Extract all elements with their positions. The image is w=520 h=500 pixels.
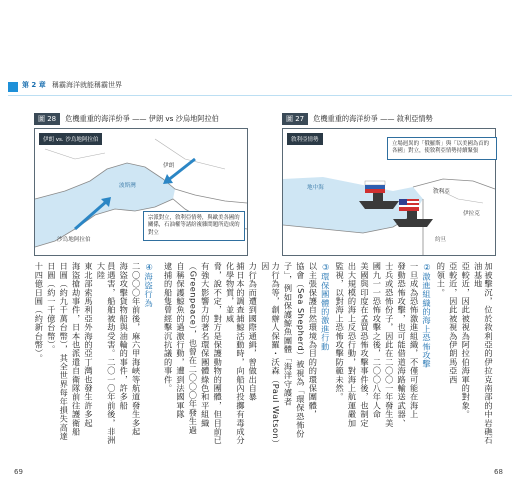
text-column: 國九一一恐怖攻擊之後，二〇〇八年人命 [372, 262, 383, 419]
label-iran: 伊朗 [163, 163, 175, 169]
text-column: 日圓（約一千億台幣）。 [46, 262, 57, 354]
text-column: 日圓（約九千萬台幣），其全世界每年損失高達 [59, 262, 70, 441]
text-column: 有強大影響力的著名環保團體綠色和平組織 [200, 262, 211, 428]
page-number-right: 68 [494, 468, 503, 476]
callout-box: 宗派對立，敘利亞情勢，與歐美各國的關係，石油權等諸紛複雜問題所造成的對立 [143, 211, 245, 241]
text-column: 力行為而遭到國際通緝，曾做出自暴 [248, 262, 259, 402]
left-page-text [34, 262, 246, 447]
chapter-title: 稱霸海洋就能稱霸世界 [51, 81, 122, 89]
chapter-rule [8, 95, 512, 96]
text-column: 士兵或恐怖份子，因此在二〇〇一年發生美 [384, 262, 395, 428]
text-column: 一旦成為恐怖激進組織，不僅可能在海上 [409, 262, 420, 419]
label-gulf: 波斯灣 [119, 183, 136, 189]
text-column: 加被擊沉，位於敘利亞的伊拉克南部的中岩礁石油基地 [473, 262, 494, 445]
page-number-left: 69 [14, 468, 23, 476]
figure-title: 危機重重的海洋紛爭 —— 伊朗 vs 沙烏地阿拉伯 [65, 113, 219, 123]
callout-box: 立場迥異的「俄羅斯」與「以美國為首的各國」對立，使敘利亞情勢持續緊張 [387, 137, 497, 160]
text-column: 海盜搶劫事件，日本也派遣自衛隊前往護衛船 [71, 262, 82, 436]
chapter-label: 第 2 章 [22, 81, 46, 89]
text-column: 美國與印度在孟買恐怖攻擊事件後，也制定 [359, 262, 370, 428]
text-column: 協會（Sea Shepherd）被視為「環保恐怖份 [295, 262, 306, 439]
text-column: 的領土。 [436, 262, 447, 297]
section-heading: ②激進組織的海上恐怖攻擊 [421, 262, 432, 369]
label-saudi: 沙烏地阿拉伯 [57, 237, 91, 243]
section-heading: ③環保團體的激進行動 [320, 262, 331, 351]
label-mediterranean: 地中海 [307, 185, 324, 191]
figure-27-header [282, 112, 433, 125]
text-column: 監視，以對海上恐怖攻擊防範未然。 [335, 262, 346, 402]
text-column: 亞較近，因此被視為伊朗馬亞西 [448, 262, 459, 384]
text-column: 二〇〇〇年前後，麻六甲海峽等航道發生多起 [131, 262, 142, 436]
text-column: 自稱保護鯨魚的過激行動，遭到法國軍隊 [175, 262, 186, 419]
map-tag: 敘利亞情勢 [287, 133, 323, 145]
text-column: 子」，例如保護鯨魚團體「海洋守護者 [283, 262, 294, 406]
text-column: 亞較近，因此被視為阿拉伯海軍的對象。 [461, 262, 472, 419]
text-column: 十四億日圓（約新台幣）。 [34, 262, 45, 363]
text-column: 逮捕的船隻曾經擊沉抗議的事件。 [163, 262, 174, 393]
text-column: 東北部索馬利亞外海的亞丁灣也發生許多起 [84, 262, 95, 428]
figure-number: 圖 28 [34, 113, 60, 125]
text-column: 員遇害，船舶被劫受害。二〇一〇年前後，非洲大陸 [96, 262, 117, 445]
figure-28-header [34, 112, 219, 125]
figure-title: 危機重重的海洋紛爭 —— 敘利亞情勢 [313, 113, 433, 123]
chapter-marker [8, 82, 18, 92]
label-iraq: 伊拉克 [463, 211, 480, 217]
map-tag: 伊朗 vs. 沙烏地阿拉伯 [39, 133, 102, 145]
label-syria: 敘利亞 [433, 189, 450, 195]
section-heading: ④海盜行為 [144, 262, 155, 308]
text-column: 出大規模的海上反恐行動，對海上航運嚴加 [347, 262, 358, 428]
text-column: 以主張保護自然環境為目的的環保團體， [308, 262, 319, 419]
figure-28-map [34, 128, 248, 256]
text-column: （Greenpeace），也曾在二〇〇〇年發生過 [188, 262, 199, 435]
chapter-header [22, 80, 122, 90]
right-page-text [248, 262, 494, 447]
text-column: 發動恐怖攻擊，也可能借道海路輸送武器、 [397, 262, 408, 428]
figure-number: 圖 27 [282, 113, 308, 125]
text-column: 海盜攻擊貨物船與油輪的事件，許多船 [119, 262, 130, 410]
figure-27-map [282, 128, 496, 256]
text-column: 力行為等，創辦人保羅・沃森（Paul Watson）因 [260, 262, 282, 444]
text-column: 脅，說不定，對方是保護動物的團體，但目前已 [213, 262, 224, 445]
label-jordan: 約旦 [435, 237, 447, 243]
text-column: 捕日本的調查捕鯨活動時，向船內投擲有毒成分化學物質，並威 [225, 262, 246, 445]
